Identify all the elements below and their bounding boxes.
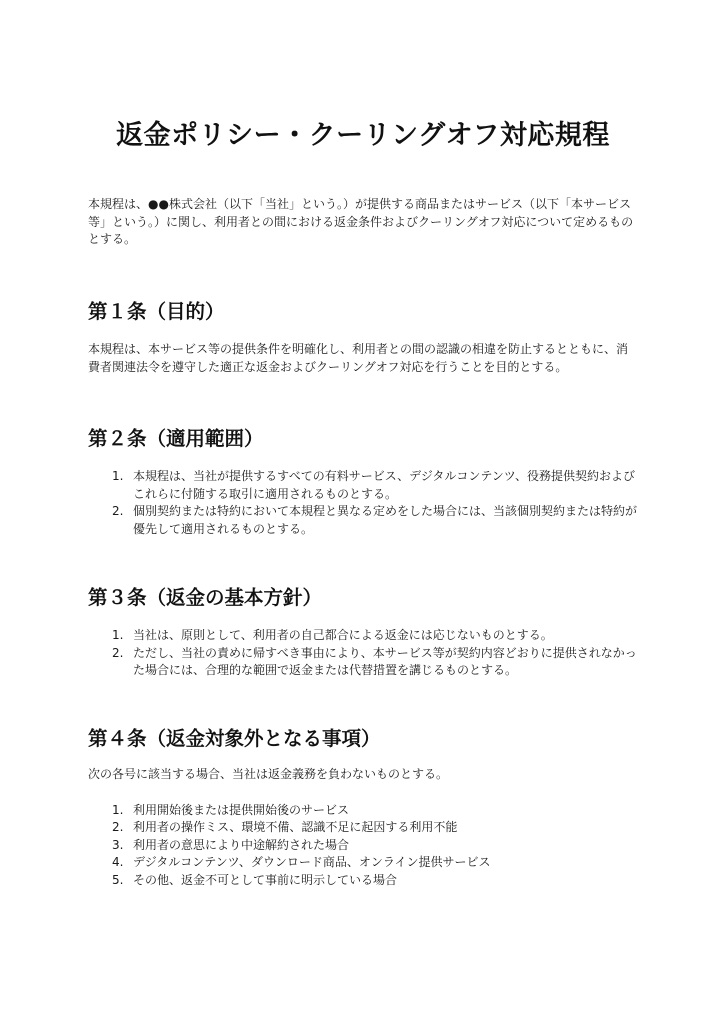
document-title: 返金ポリシー・クーリングオフ対応規程	[116, 120, 610, 151]
article-2-heading: 第２条（適用範囲）	[88, 427, 264, 450]
article-1	[88, 297, 638, 376]
list-item	[88, 837, 638, 855]
list-item-text: 利用開始後または提供開始後のサービス	[133, 802, 350, 817]
list-item	[88, 802, 638, 820]
list-item-number: 1.	[112, 469, 124, 483]
list-item-number: 1.	[112, 802, 124, 817]
list-item-number: 3.	[112, 837, 124, 852]
list-item-text: 利用者の操作ミス、環境不備、認識不足に起因する利用不能	[133, 820, 458, 834]
list-item	[88, 872, 638, 890]
list-item-text: 個別契約または特約において本規程と異なる定めをした場合には、当該個別契約または特約が優先して適用されるものとする。	[133, 504, 638, 536]
article-4-paragraph: 次の各号に該当する場合、当社は返金義務を負わないものとする。	[88, 767, 449, 781]
article-4	[88, 724, 638, 889]
article-1-heading: 第１条（目的）	[88, 300, 225, 323]
list-item-number: 4.	[112, 855, 124, 869]
article-3-list	[88, 627, 638, 680]
list-item-number: 2.	[112, 645, 124, 660]
article-3-heading: 第３条（返金の基本方針）	[88, 586, 323, 609]
list-item	[88, 819, 638, 837]
list-item-number: 2.	[112, 504, 124, 518]
intro-paragraph: 本規程は、●●株式会社（以下「当社」という。）が提供する商品またはサービス（以下「本サービス等」という。）に関し、利用者との間における返金条件およびクーリングオフ対応について定めるものとする。	[88, 197, 634, 246]
article-2-list	[88, 468, 638, 538]
list-item	[88, 627, 638, 645]
list-item	[88, 645, 638, 680]
list-item-number: 2.	[112, 820, 124, 834]
list-item-number: 1.	[112, 628, 124, 642]
list-item-text: 当社は、原則として、利用者の自己都合による返金には応じないものとする。	[133, 628, 553, 642]
article-4-heading: 第４条（返金対象外となる事項）	[88, 727, 381, 750]
list-item	[88, 854, 638, 872]
list-item-text: その他、返金不可として事前に明示している場合	[133, 872, 398, 887]
list-item-number: 5.	[112, 872, 124, 887]
list-item	[88, 468, 638, 503]
list-item	[88, 503, 638, 538]
article-3	[88, 583, 638, 680]
article-1-paragraph: 本規程は、本サービス等の提供条件を明確化し、利用者との間の認識の相違を防止するとともに、消費者関連法令を遵守した適正な返金およびクーリングオフ対応を行うことを目的とする。	[88, 342, 629, 374]
list-item-text: デジタルコンテンツ、ダウンロード商品、オンライン提供サービス	[133, 855, 491, 869]
article-4-list	[88, 802, 638, 890]
list-item-text: ただし、当社の責めに帰すべき事由により、本サービス等が契約内容どおりに提供されなかった場合には、合理的な範囲で返金または代替措置を講じるものとする。	[133, 645, 637, 677]
list-item-text: 利用者の意思により中途解約された場合	[133, 837, 350, 852]
list-item-text: 本規程は、当社が提供するすべての有料サービス、デジタルコンテンツ、役務提供契約およびこれらに付随する取引に適用されるものとする。	[133, 469, 635, 501]
article-2	[88, 424, 638, 538]
